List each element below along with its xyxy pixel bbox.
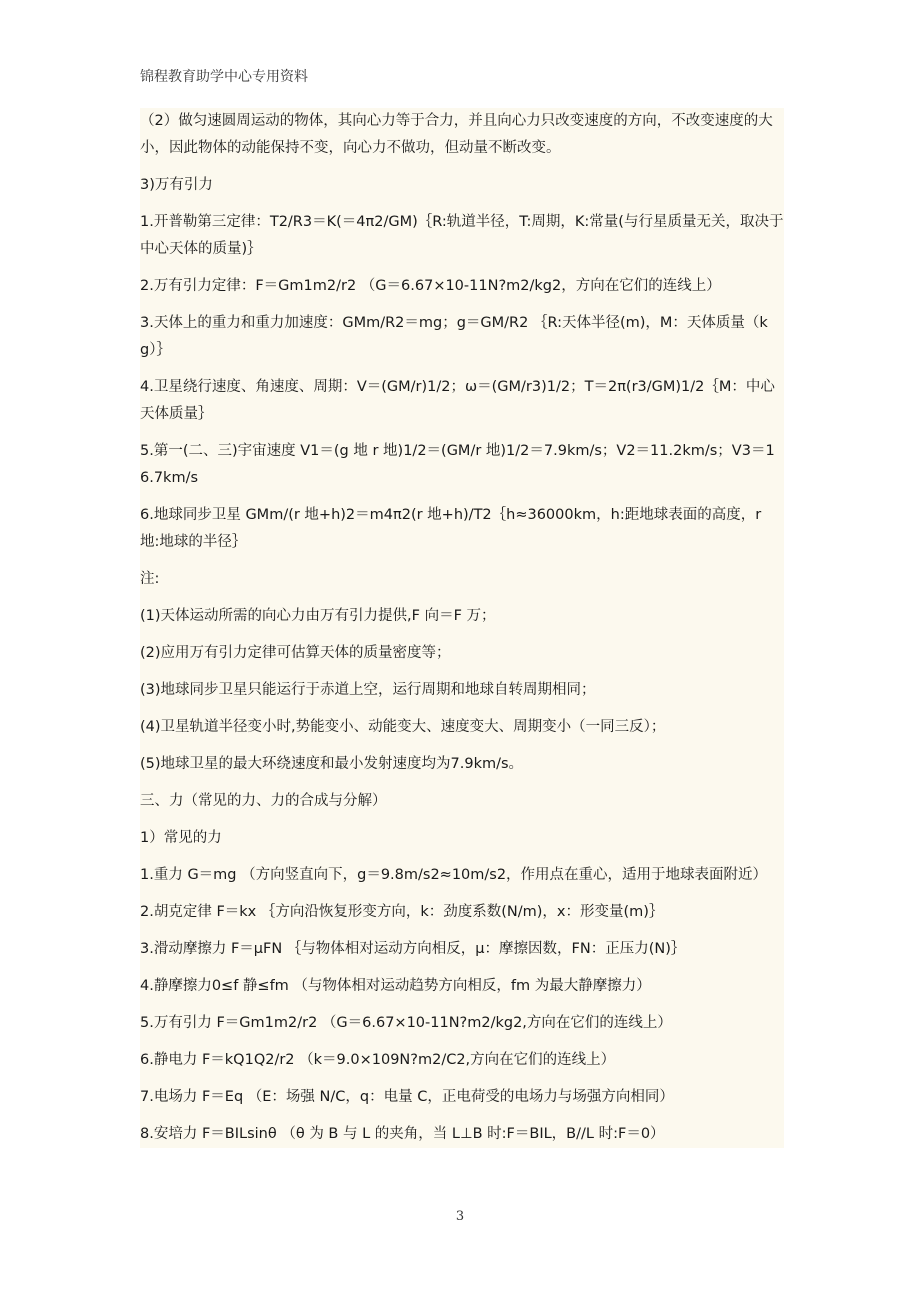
paragraph-kepler-third-law: 1.开普勒第三定律：T2/R3＝K(＝4π2/GM)｛R:轨道半径，T:周期，K:常量(与行星质量无关，取决于中心天体的质量)｝ <box>140 214 784 257</box>
paragraph-gravity-force: 1.重力 G＝mg （方向竖直向下，g＝9.8m/s2≈10m/s2，作用点在重心，适用于地球表面附近） <box>140 867 768 883</box>
note-item-5: (5)地球卫星的最大环绕速度和最小发射速度均为7.9km/s。 <box>140 756 524 772</box>
paragraph-universal-gravitation-force: 5.万有引力 F＝Gm1m2/r2 （G＝6.67×10-11N?m2/kg2,方向在它们的连线上） <box>140 1015 672 1031</box>
note-item-2: (2)应用万有引力定律可估算天体的质量密度等； <box>140 645 451 661</box>
note-item-1: (1)天体运动所需的向心力由万有引力提供,F 向＝F 万； <box>140 608 496 624</box>
paragraph-static-friction: 4.静摩擦力0≤f 静≤fm （与物体相对运动趋势方向相反，fm 为最大静摩擦力） <box>140 978 651 994</box>
section-heading-forces: 三、力（常见的力、力的合成与分解） <box>140 793 387 809</box>
page-number: 3 <box>455 1209 465 1224</box>
document-body <box>140 108 784 1148</box>
subsection-heading-common-forces: 1）常见的力 <box>140 830 222 846</box>
paragraph-gravitation-law: 2.万有引力定律：F＝Gm1m2/r2 （G＝6.67×10-11N?m2/kg2，方向在它们的连线上） <box>140 278 721 294</box>
paragraph-electric-field-force: 7.电场力 F＝Eq （E：场强 N/C，q：电量 C，正电荷受的电场力与场强方向相同） <box>140 1089 674 1105</box>
paragraph-hooke-law: 2.胡克定律 F＝kx ｛方向沿恢复形变方向，k：劲度系数(N/m)，x：形变量(m)｝ <box>140 904 664 920</box>
note-item-3: (3)地球同步卫星只能运行于赤道上空，运行周期和地球自转周期相同； <box>140 682 596 698</box>
paragraph-sliding-friction: 3.滑动摩擦力 F＝μFN ｛与物体相对运动方向相反，μ：摩擦因数，FN：正压力(N)｝ <box>140 941 686 957</box>
page-header: 锦程教育助学中心专用资料 <box>140 69 308 85</box>
paragraph-ampere-force: 8.安培力 F＝BILsinθ （θ 为 B 与 L 的夹角，当 L⊥B 时:F＝BIL，B//L 时:F＝0） <box>140 1126 665 1142</box>
paragraph-cosmic-velocity: 5.第一(二、三)宇宙速度 V1＝(g 地 r 地)1/2＝(GM/r 地)1/2＝7.9km/s；V2＝11.2km/s；V3＝16.7km/s <box>140 443 775 486</box>
paragraph-electrostatic-force: 6.静电力 F＝kQ1Q2/r2 （k＝9.0×109N?m2/C2,方向在它们的连线上） <box>140 1052 616 1068</box>
note-item-4: (4)卫星轨道半径变小时,势能变小、动能变大、速度变大、周期变小（一同三反）； <box>140 719 666 735</box>
paragraph-satellite-orbit: 4.卫星绕行速度、角速度、周期：V＝(GM/r)1/2；ω＝(GM/r3)1/2；T＝2π(r3/GM)1/2｛M：中心天体质量｝ <box>140 379 775 422</box>
notes-heading: 注: <box>140 571 160 587</box>
paragraph-geostationary: 6.地球同步卫星 GMm/(r 地+h)2＝m4π2(r 地+h)/T2｛h≈36000km，h:距地球表面的高度，r 地:地球的半径｝ <box>140 507 762 550</box>
paragraph-centripetal-note: （2）做匀速圆周运动的物体，其向心力等于合力，并且向心力只改变速度的方向，不改变速度的大小，因此物体的动能保持不变，向心力不做功，但动量不断改变。 <box>140 113 773 156</box>
section-heading-gravitation: 3)万有引力 <box>140 177 213 193</box>
paragraph-surface-gravity: 3.天体上的重力和重力加速度：GMm/R2＝mg；g＝GM/R2 ｛R:天体半径(m)，M：天体质量（kg）｝ <box>140 315 768 358</box>
